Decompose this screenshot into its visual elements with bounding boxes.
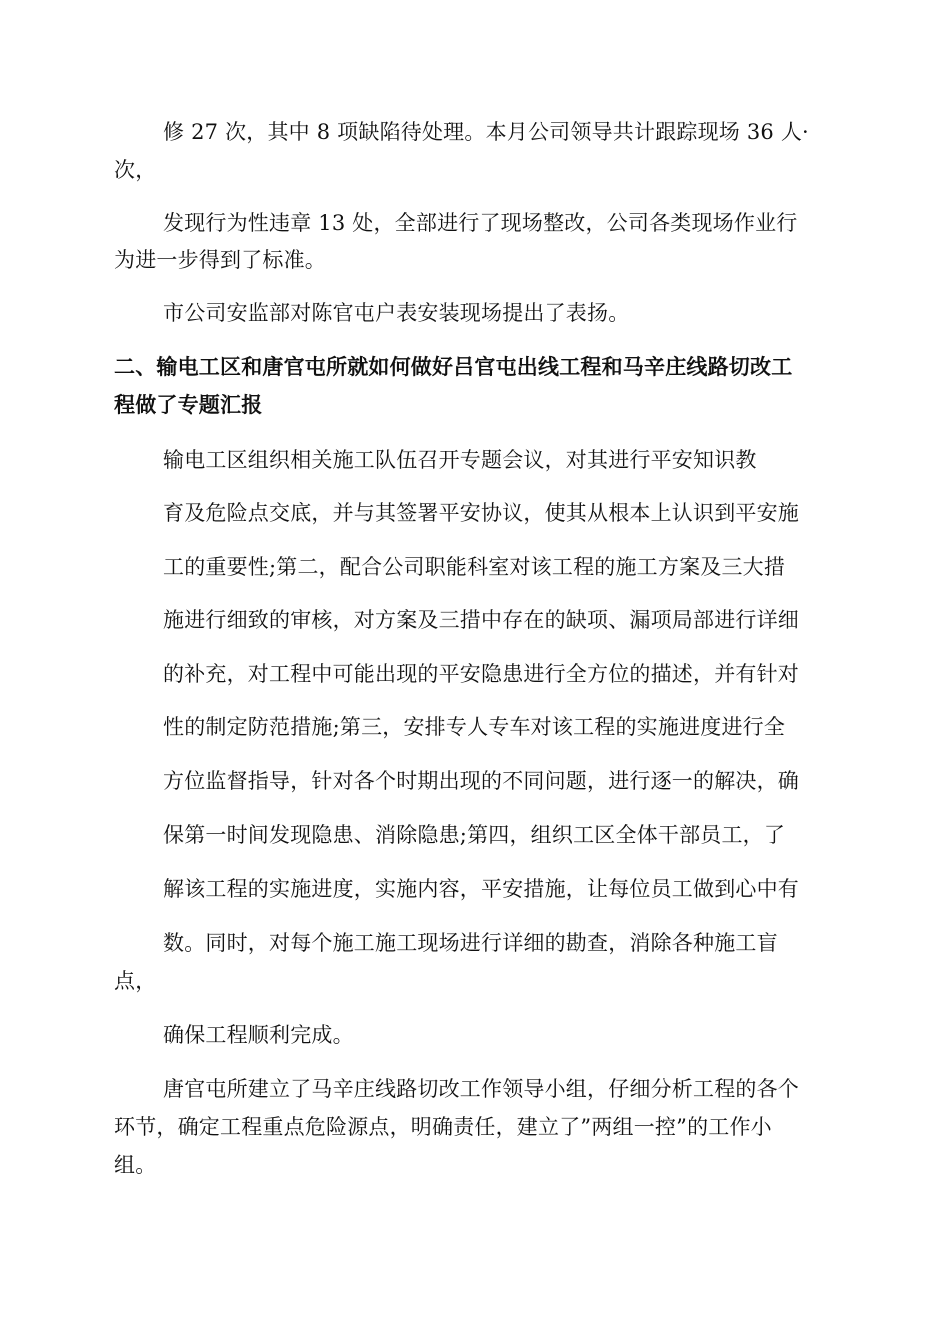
section-heading-line-1: 二、输电工区和唐官屯所就如何做好吕官屯出线工程和马辛庄线路切改工	[114, 355, 793, 379]
paragraph-4-line-5: 的补充，对工程中可能出现的平安隐患进行全方位的描述，并有针对	[163, 662, 799, 686]
paragraph-4-line-1: 输电工区组织相关施工队伍召开专题会议，对其进行平安知识教	[163, 448, 757, 472]
paragraph-4-line-9: 解该工程的实施进度，实施内容，平安措施，让每位员工做到心中有	[163, 877, 799, 901]
paragraph-5-line-1: 确保工程顺利完成。	[163, 1023, 354, 1047]
paragraph-6-line-2: 环节，确定工程重点危险源点，明确责任，建立了”两组一控”的工作小	[114, 1115, 772, 1139]
paragraph-1-line-1: 修 27 次，其中 8 项缺陷待处理。本月公司领导共计跟踪现场 36 人·	[163, 120, 809, 144]
paragraph-3-line-1: 市公司安监部对陈官屯户表安装现场提出了表扬。	[163, 301, 630, 325]
paragraph-6-line-1: 唐官屯所建立了马辛庄线路切改工作领导小组，仔细分析工程的各个	[163, 1077, 799, 1101]
paragraph-4-line-8: 保第一时间发现隐患、消除隐患;第四，组织工区全体干部员工，了	[163, 823, 786, 847]
section-heading-line-2: 程做了专题汇报	[114, 393, 263, 417]
paragraph-4-line-3: 工的重要性;第二，配合公司职能科室对该工程的施工方案及三大措	[163, 555, 786, 579]
paragraph-4-tail: 点，	[114, 969, 157, 993]
paragraph-6-line-3: 组。	[114, 1153, 157, 1177]
paragraph-1-line-2: 次，	[114, 158, 157, 182]
paragraph-4-line-10: 数。同时，对每个施工施工现场进行详细的勘查，消除各种施工盲	[163, 931, 778, 955]
paragraph-4-line-7: 方位监督指导，针对各个时期出现的不同问题，进行逐一的解决，确	[163, 769, 799, 793]
paragraph-2-line-1: 发现行为性违章 13 处，全部进行了现场整改，公司各类现场作业行	[163, 211, 798, 235]
paragraph-4-line-4: 施进行细致的审核，对方案及三措中存在的缺项、漏项局部进行详细	[163, 608, 799, 632]
paragraph-4-line-6: 性的制定防范措施;第三，安排专人专车对该工程的实施进度进行全	[163, 715, 786, 739]
paragraph-2-line-2: 为进一步得到了标准。	[114, 248, 326, 272]
paragraph-4-line-2: 育及危险点交底，并与其签署平安协议，使其从根本上认识到平安施	[163, 501, 799, 525]
